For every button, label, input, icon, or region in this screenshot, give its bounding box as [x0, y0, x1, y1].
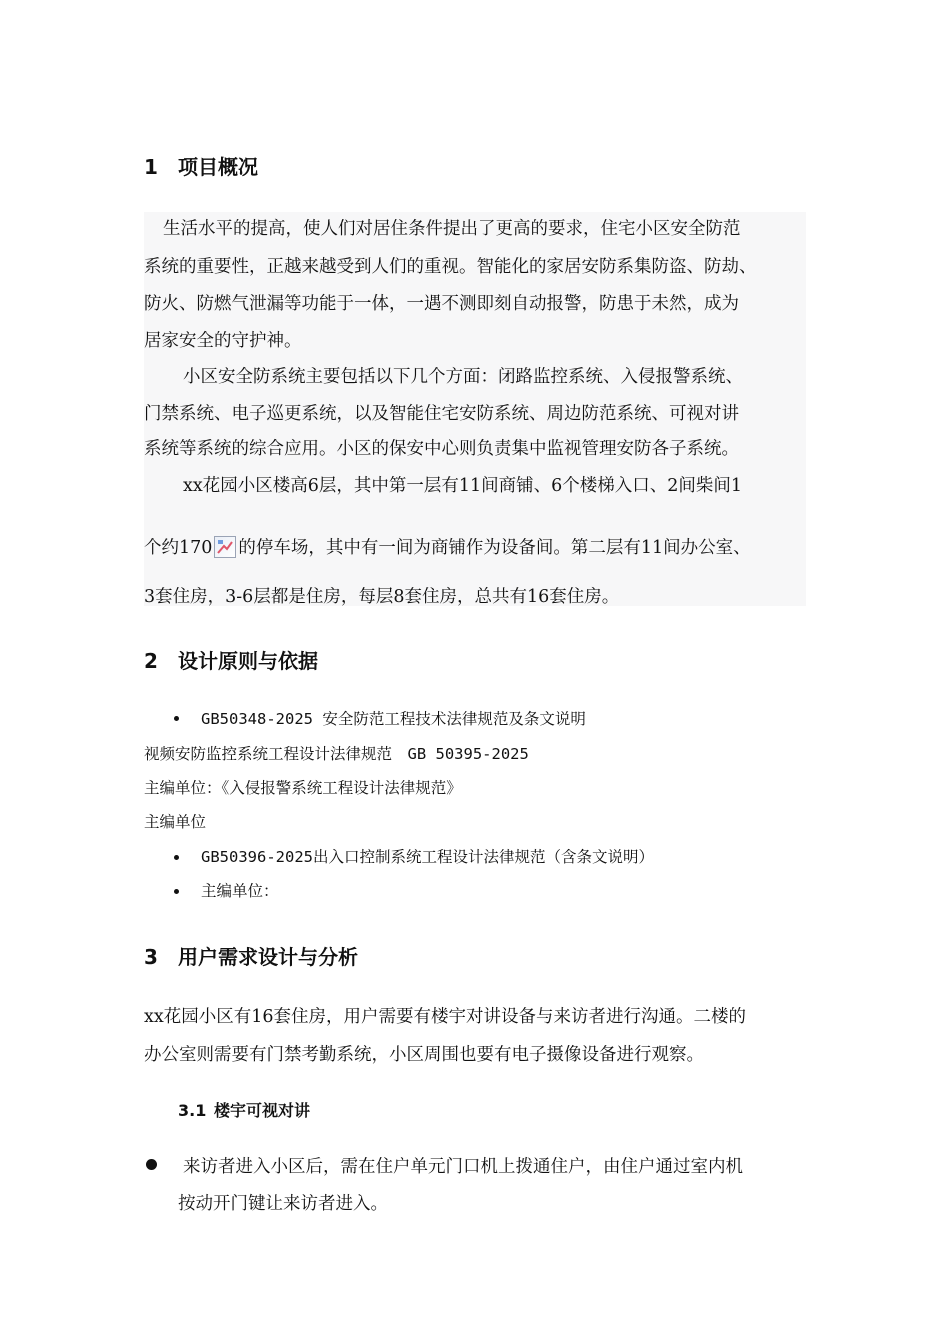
bullet-icon [174, 889, 179, 894]
subsection-3-1-heading [178, 1098, 310, 1121]
bullet-icon [146, 1159, 157, 1170]
subsection-title: 楼宇可视对讲 [214, 1101, 311, 1120]
overview-line: 居家安全的守护神。 [144, 331, 302, 351]
standard-item: 主编单位： [201, 882, 279, 900]
overview-line: 门禁系统、电子巡更系统，以及智能住宅安防系统、周边防范系统、可视对讲 [144, 404, 739, 424]
overview-line [144, 534, 751, 559]
section-number: 3 [144, 945, 158, 969]
overview-line: 3套住房，3-6层都是住房，每层8套住房，总共有16套住房。 [144, 587, 620, 607]
overview-line: xx花园小区楼高6层，其中第一层有11间商铺、6个楼梯入口、2间柴间1 [183, 476, 743, 496]
section-number: 2 [144, 649, 158, 673]
overview-line: 生活水平的提高，使人们对居住条件提出了更高的要求，住宅小区安全防范 [163, 219, 741, 239]
subsection-number: 3.1 [178, 1101, 207, 1120]
requirements-line: 办公室则需要有门禁考勤系统，小区周围也要有电子摄像设备进行观察。 [144, 1045, 704, 1065]
requirements-line: xx花园小区有16套住房，用户需要有楼宇对讲设备与来访者进行沟通。二楼的 [144, 1007, 747, 1027]
standard-line: 视频安防监控系统工程设计法律规范 GB 50395-2025 [144, 745, 529, 763]
intercom-line: 按动开门键让来访者进入。 [178, 1194, 388, 1214]
section-2-heading [144, 645, 318, 674]
overview-text: 个约170 [144, 538, 213, 558]
overview-line: 防火、防燃气泄漏等功能于一体，一遇不测即刻自动报警，防患于未然，成为 [144, 294, 739, 314]
section-title: 设计原则与依据 [178, 649, 318, 673]
section-1-heading [144, 151, 258, 180]
standard-line: 主编单位：《入侵报警系统工程设计法律规范》 [144, 779, 462, 797]
overview-line: 系统的重要性，正越来越受到人们的重视。智能化的家居安防系集防盗、防劫、 [144, 257, 757, 277]
standard-item: GB50348-2025 安全防范工程技术法律规范及条文说明 [201, 710, 586, 728]
bullet-icon [174, 855, 179, 860]
section-number: 1 [144, 155, 158, 179]
overview-line: 系统等系统的综合应用。小区的保安中心则负责集中监视管理安防各子系统。 [144, 439, 739, 459]
intercom-line: 来访者进入小区后，需在住户单元门口机上拨通住户，由住户通过室内机 [183, 1157, 743, 1177]
overview-line: 小区安全防系统主要包括以下几个方面：闭路监控系统、入侵报警系统、 [183, 367, 743, 387]
standard-item: GB50396-2025出入口控制系统工程设计法律规范（含条文说明） [201, 848, 654, 866]
overview-text: 的停车场，其中有一间为商铺作为设备间。第二层有11间办公室、 [238, 538, 751, 558]
section-title: 项目概况 [178, 155, 258, 179]
broken-image-icon [214, 536, 236, 558]
section-3-heading [144, 941, 358, 970]
section-title: 用户需求设计与分析 [178, 945, 358, 969]
bullet-icon [174, 716, 179, 721]
standard-line: 主编单位 [144, 813, 207, 831]
